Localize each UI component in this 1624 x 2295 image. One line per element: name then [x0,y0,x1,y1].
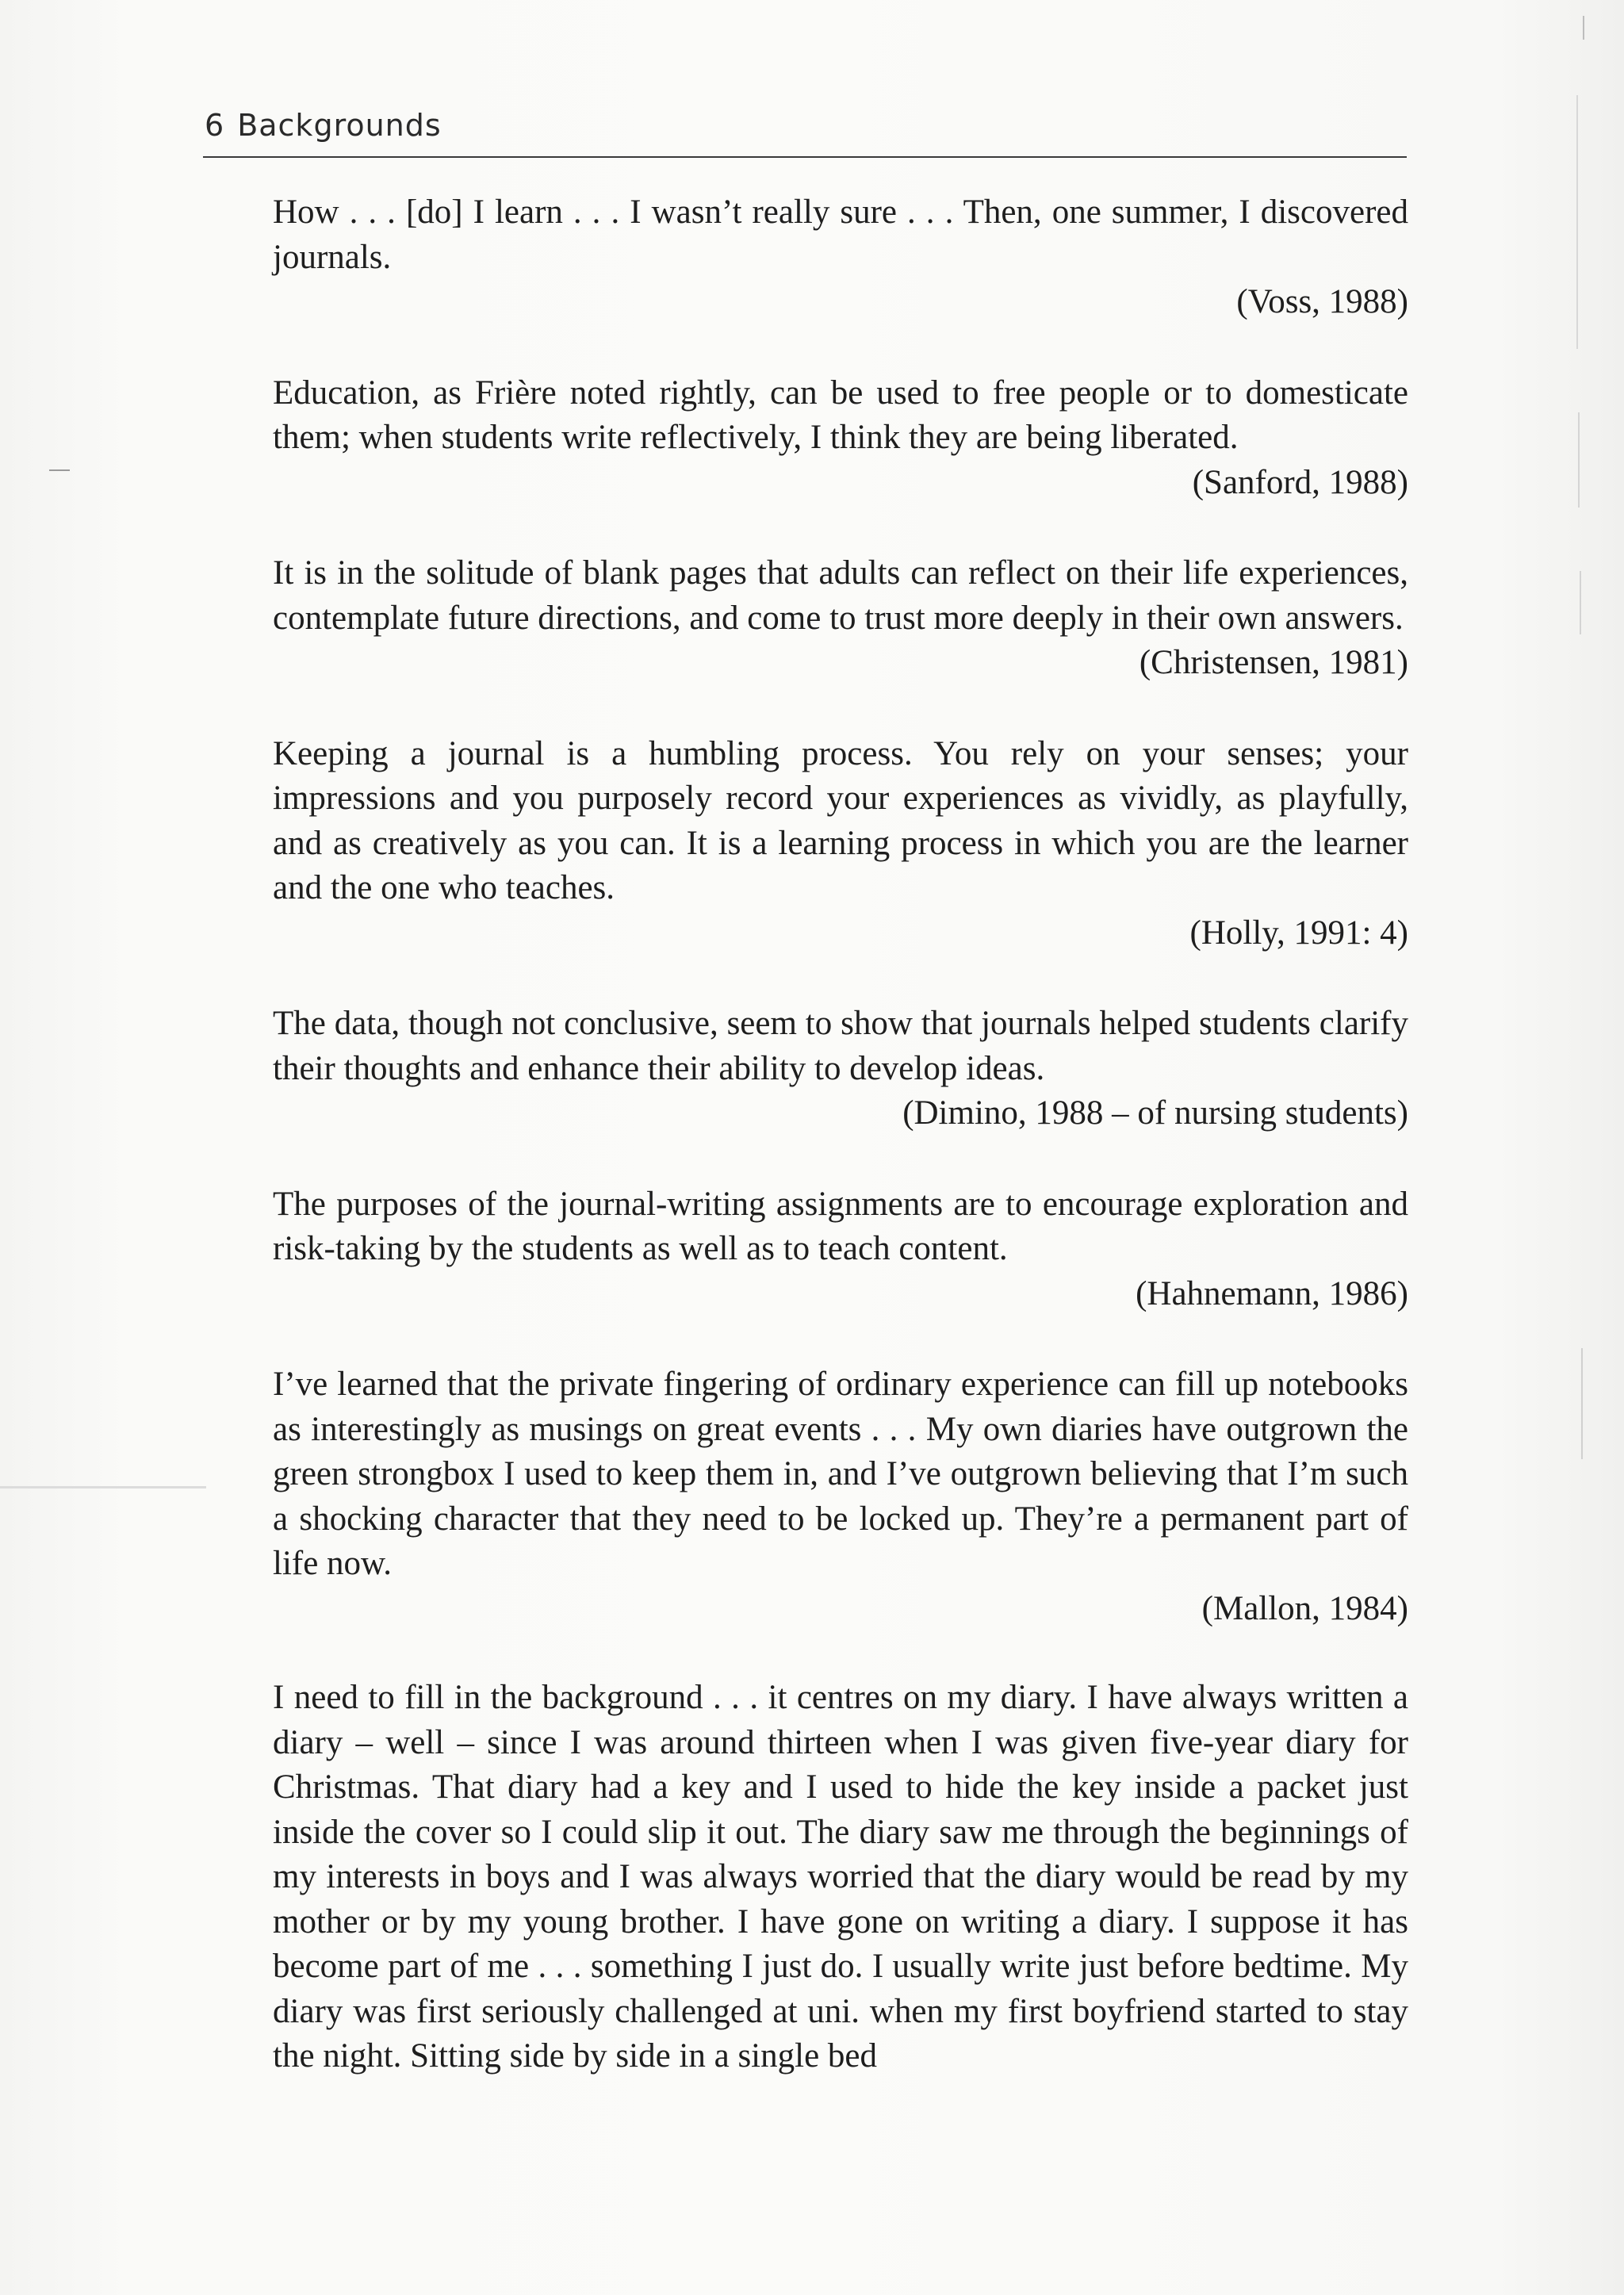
quote-citation: (Sanford, 1988) [1192,463,1408,501]
quote-block [273,732,1408,956]
scan-artifact [1581,1348,1583,1459]
quote-citation: (Christensen, 1981) [1139,644,1408,681]
scan-artifact [1578,412,1580,508]
quote-citation: (Holly, 1991: 4) [1189,914,1408,952]
quote-citation: (Hahnemann, 1986) [1136,1274,1408,1312]
quote-citation: (Mallon, 1984) [1201,1589,1408,1627]
quote-text: I’ve learned that the private fingering of ordinary experience can fill up notebooks as interestingly as musings on great events . . . My own diaries have outgrown the green strongbox I used to keep them in, and I’ve outgrown believing that I’m such a shocking character that they need to be locked up. They’re a permanent part of life now. [273,1366,1408,1582]
quote-block [273,371,1408,506]
page-number: 6 [205,108,225,143]
scan-artifact [0,1486,206,1488]
scan-artifact [1580,571,1581,634]
quote-block [273,551,1408,686]
quote-text: Keeping a journal is a humbling process. You rely on your senses; your impressions and you purposely record your experiences as vividly, as playfully, and as creatively as you can. It is a learning process in which you are the learner and the one who teaches. [273,734,1408,906]
quote-text: I need to fill in the background . . . it centres on my diary. I have always written a diary – well – since I was around thirteen when I was given five-year diary for Christmas. That diary had a key and I used to hide the key inside a packet just inside the cover so I could slip it out. The diary saw me through the beginnings of my interests in boys and I was always worried that the diary would be read by my mother or by my young brother. I have gone on writing a diary. I suppose it has become part of me . . . something I just do. I usually write just before bedtime. My diary was first seriously challenged at uni. when my first boyfriend started to stay the night. Sitting side by side in a single bed [273,1679,1408,2075]
quote-text: It is in the solitude of blank pages that adults can reflect on their life experiences, contemplate future directions, and come to trust more deeply in their own answers. [273,554,1408,637]
quote-text: The data, though not conclusive, seem to show that journals helped students clarify their thoughts and enhance their ability to develop ideas. [273,1005,1408,1087]
scan-artifact [49,469,70,471]
quote-block [273,190,1408,325]
quote-text: How . . . [do] I learn . . . I wasn’t really sure . . . Then, one summer, I discovered journals. [273,193,1408,276]
section-title: Backgrounds [237,108,442,143]
scan-artifact [1583,16,1584,40]
quote-citation: (Voss, 1988) [1236,283,1408,320]
quote-block [273,1002,1408,1136]
header-rule [203,156,1407,158]
quote-citation: (Dimino, 1988 – of nursing students) [902,1094,1408,1132]
quotation-list [273,190,1408,2079]
quote-text: Education, as Frière noted rightly, can be used to free people or to domesticate them; when students write reflectively, I think they are being liberated. [273,374,1408,456]
quote-text: The purposes of the journal-writing assignments are to encourage exploration and risk-taking by the students as well as to teach content. [273,1185,1408,1267]
quote-block [273,1362,1408,1631]
scan-artifact [1576,95,1578,349]
running-head [205,108,442,143]
quote-block [273,1182,1408,1317]
quote-block [273,1676,1408,2079]
